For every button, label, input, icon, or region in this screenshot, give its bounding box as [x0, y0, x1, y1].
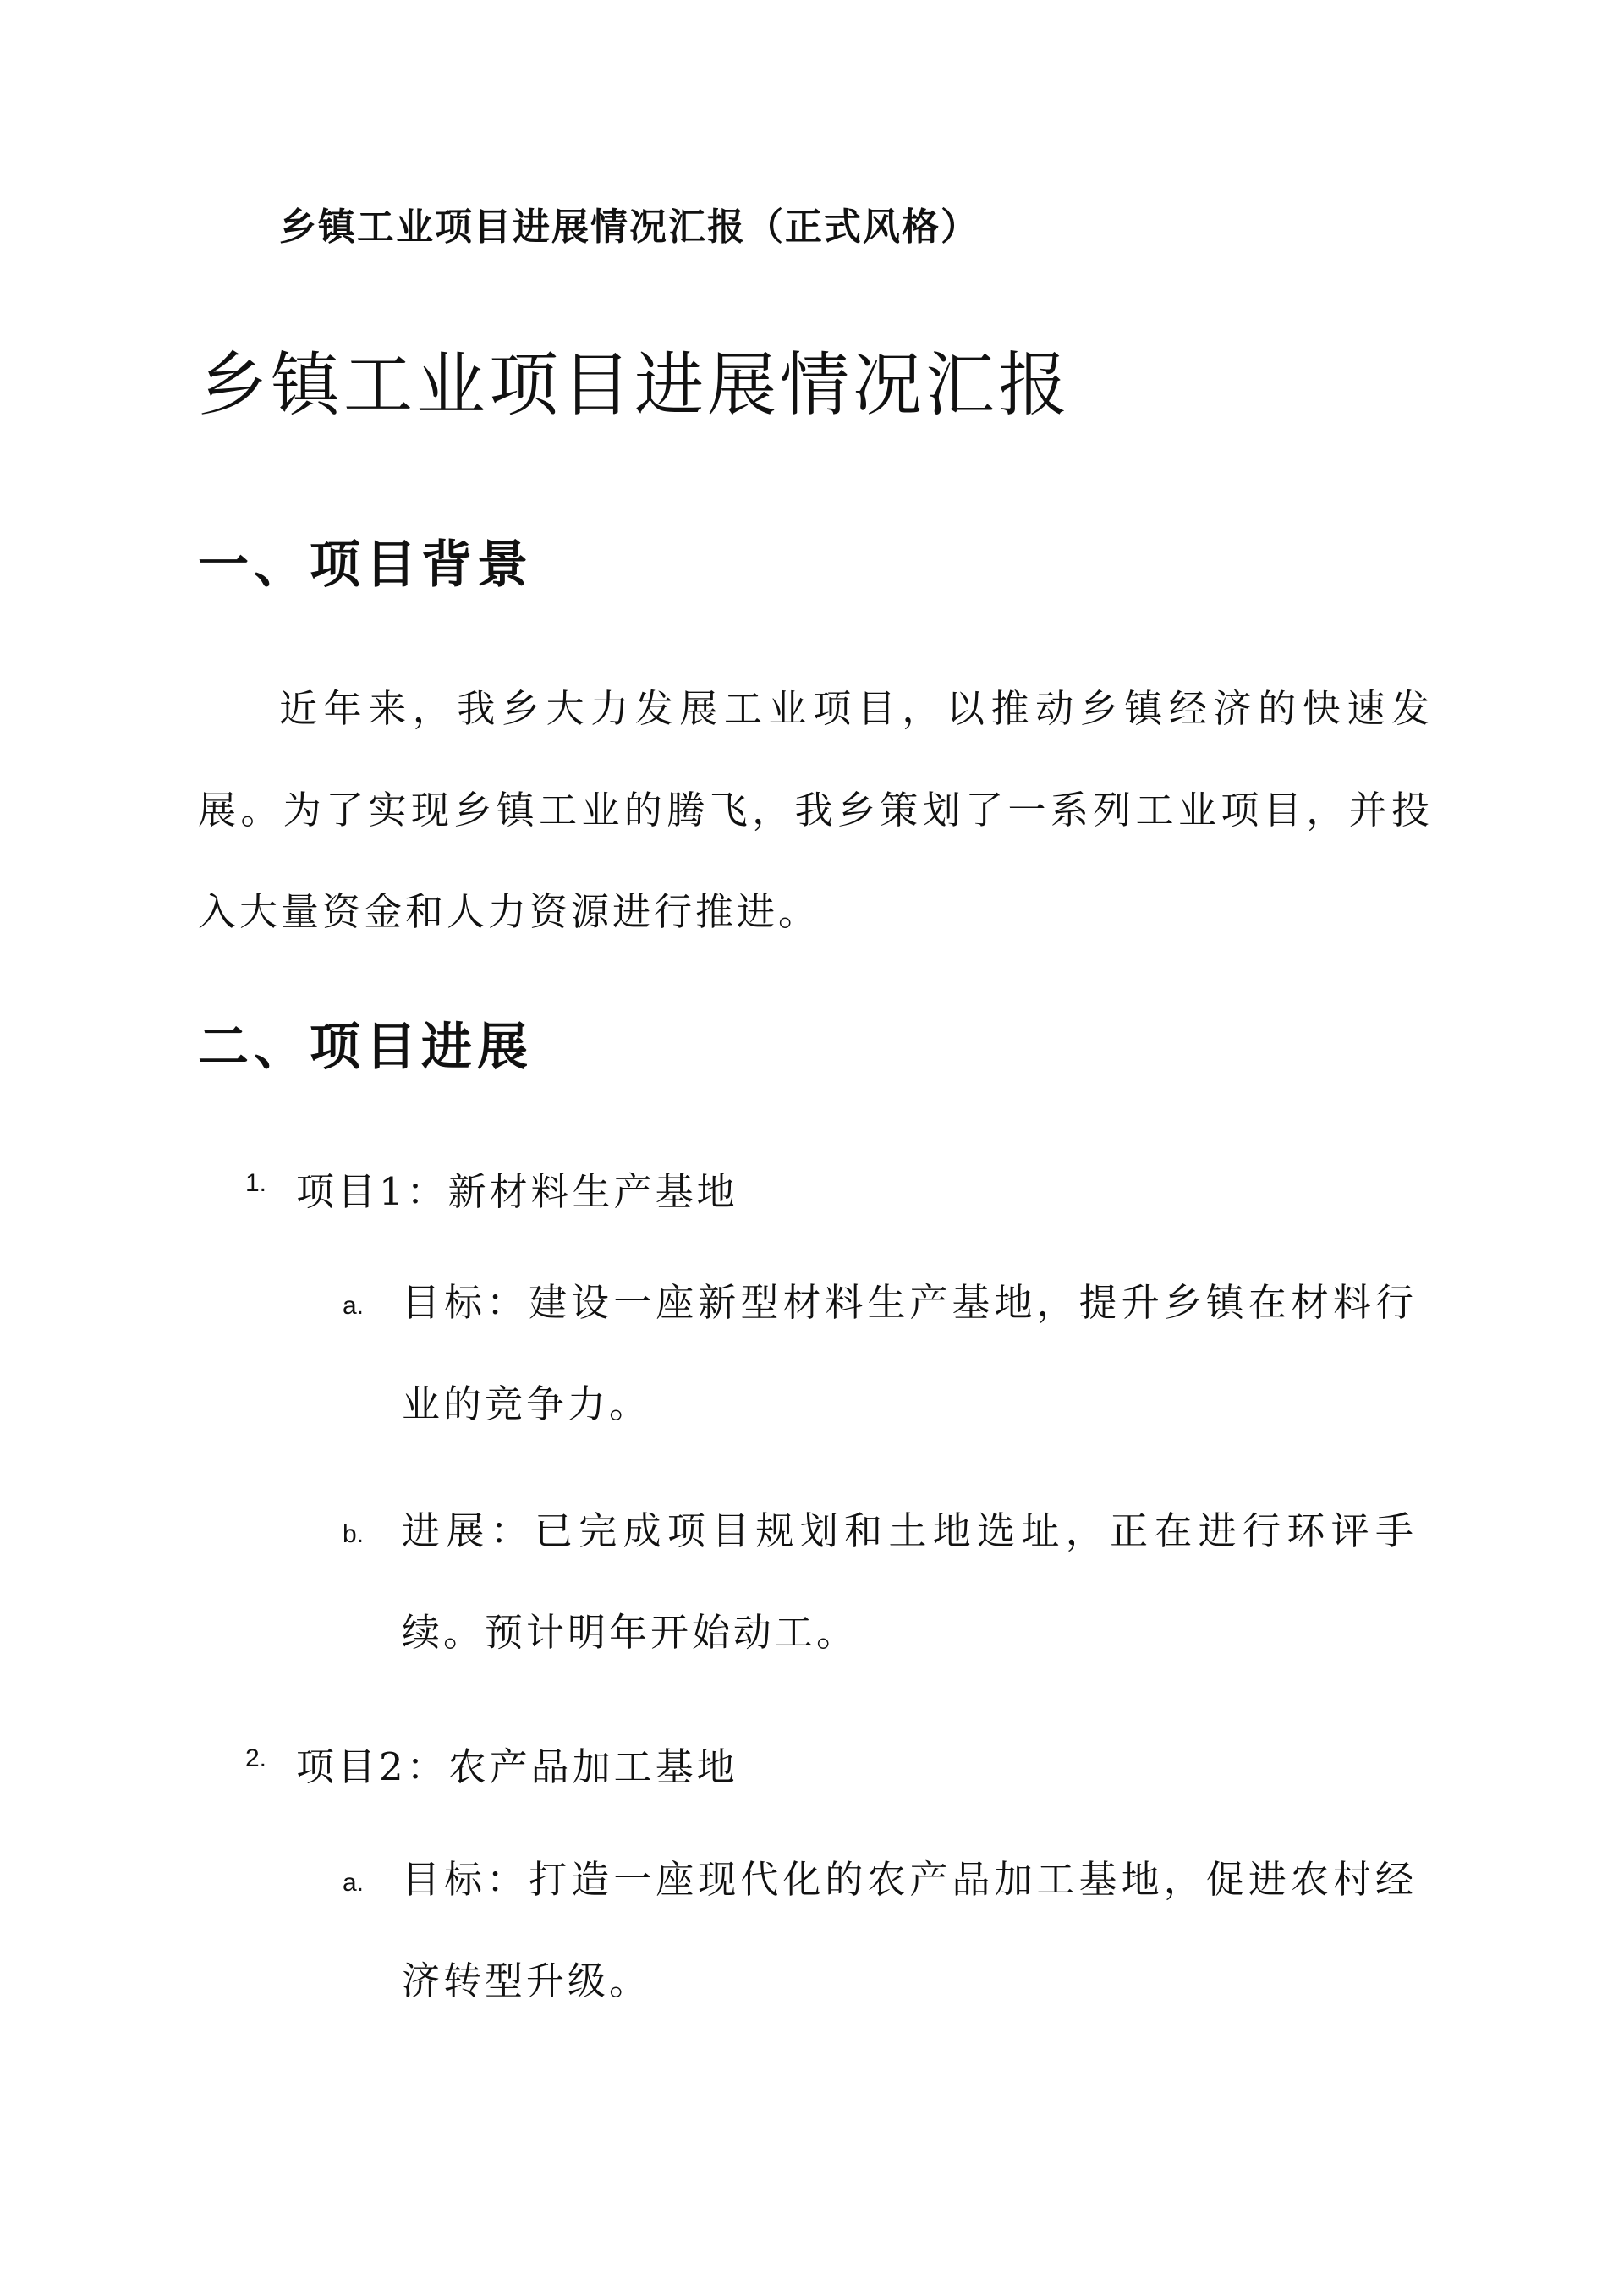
- sub-item-text: 目标：打造一座现代化的农产品加工基地，促进农村经济转型升级。: [402, 1857, 1417, 2003]
- sub-item-letter: a.: [343, 1292, 365, 1320]
- list-number: 1.: [245, 1169, 267, 1197]
- background-paragraph: 近年来，我乡大力发展工业项目，以推动乡镇经济的快速发展。为了实现乡镇工业的腾飞，我乡策划了一系列工业项目，并投入大量资金和人力资源进行推进。: [198, 686, 1433, 934]
- list-item-title: 项目1：新材料生产基地: [296, 1169, 738, 1214]
- sub-item-text: 目标：建设一座新型材料生产基地，提升乡镇在材料行业的竞争力。: [402, 1280, 1417, 1426]
- section-heading-background: 一、项目背景: [198, 536, 533, 595]
- list-item-title: 项目2：农产品加工基地: [296, 1744, 738, 1789]
- sub-item-letter: a.: [343, 1869, 365, 1897]
- list-number: 2.: [245, 1744, 267, 1772]
- sub-item-letter: b.: [343, 1520, 365, 1548]
- document-header: 乡镇工业项目进展情况汇报（正式风格）: [279, 206, 979, 249]
- document-title: 乡镇工业项目进展情况汇报: [198, 345, 1072, 426]
- section-heading-progress: 二、项目进展: [198, 1018, 533, 1077]
- sub-item-text: 进展：已完成项目规划和土地选址，正在进行环评手续。预计明年开始动工。: [402, 1508, 1417, 1655]
